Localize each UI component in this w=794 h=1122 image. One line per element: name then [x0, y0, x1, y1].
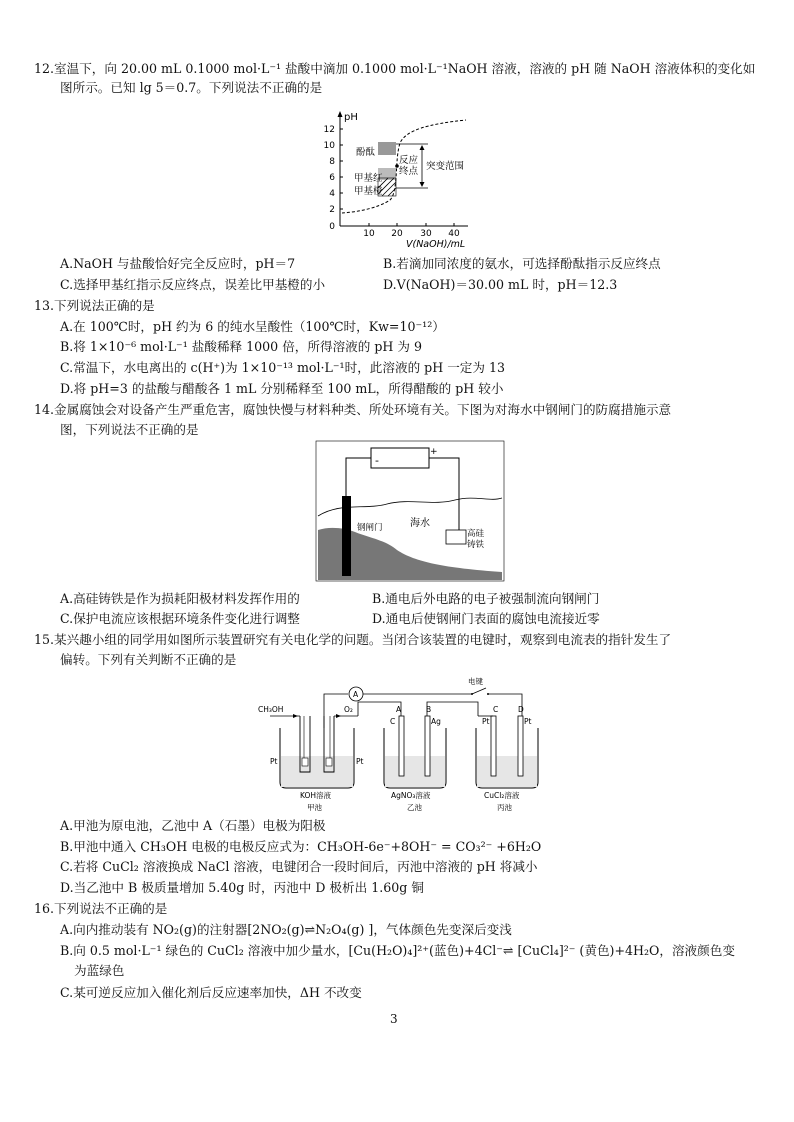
ytick-0: 0	[329, 222, 335, 232]
label-steel-gate: 钢闸门	[357, 523, 383, 533]
q13-option-a: A.在 100℃时，pH 约为 6 的纯水呈酸性（100℃时，Kw=10⁻¹²）	[60, 319, 445, 334]
label-jia: 甲池	[307, 803, 322, 812]
q13-option-b: B.将 1×10⁻⁶ mol·L⁻¹ 盐酸稀释 1000 倍，所得溶液的 pH 为 9	[60, 339, 423, 354]
electrochemistry-figure	[240, 672, 560, 816]
xtick-40: 40	[448, 229, 460, 239]
switch[interactable]	[472, 688, 486, 694]
q12-option-c: C.选择甲基红指示反应终点，误差比甲基橙的小	[60, 277, 326, 292]
y-axis-label: pH	[344, 112, 358, 123]
label-seawater: 海水	[410, 518, 430, 529]
q14-option-b: B.通电后外电路的电子被强制流向钢闸门	[372, 591, 600, 606]
power-supply	[371, 448, 429, 468]
label-yi: 乙池	[407, 803, 422, 812]
q12-option-b: B.若滴加同浓度的氨水，可选择酚酞指示反应终点	[383, 256, 661, 271]
label-pt-left: Pt	[270, 757, 278, 766]
label-switch: 电键	[468, 677, 483, 686]
q12-option-d: D.V(NaOH)＝30.00 mL 时，pH＝12.3	[383, 277, 618, 292]
label-pt-right: Pt	[356, 757, 364, 766]
q14-option-c: C.保护电流应该根据环境条件变化进行调整	[60, 611, 300, 626]
q16-option-a: A.向内推动装有 NO₂(g)的注射器[2NO₂(g)⇌N₂O₄(g) ]，气体颜色先变深后变浅	[60, 922, 512, 937]
steel-gate-figure	[315, 440, 505, 582]
ytick-2: 2	[329, 205, 335, 215]
label-koh: KOH溶液	[300, 791, 332, 800]
phenolphthalein-range	[378, 142, 396, 155]
plus-sign: +	[430, 447, 438, 457]
label-ch3oh: CH₃OH	[258, 705, 284, 714]
q14-stem-line2: 图，下列说法不正确的是	[60, 422, 199, 437]
q13-option-d: D.将 pH=3 的盐酸与醋酸各 1 mL 分别稀释至 100 mL，所得醋酸的 pH 较小	[60, 381, 504, 396]
label-o2: O₂	[344, 705, 353, 714]
xtick-20: 20	[391, 229, 403, 239]
label-cucl2: CuCl₂溶液	[484, 791, 520, 800]
label-endpoint-1: 反应	[399, 155, 419, 166]
wire-right	[429, 458, 459, 530]
titration-curve-figure	[318, 108, 488, 248]
ytick-12: 12	[323, 125, 335, 135]
q12-stem-line2: 图所示。已知 lg 5＝0.7。下列说法不正确的是	[60, 80, 323, 95]
wire-left	[346, 458, 371, 498]
electrode-a	[399, 716, 404, 776]
ytick-10: 10	[323, 141, 335, 151]
q15-option-b: B.甲池中通入 CH₃OH 电极的电极反应式为：CH₃OH-6e⁻+8OH⁻ = CO₃²⁻ +6H₂O	[60, 839, 542, 854]
page-number: 3	[390, 1012, 398, 1026]
ytick-4: 4	[329, 189, 335, 199]
label-methylred: 甲基红	[354, 173, 383, 184]
label-jump-range: 突变范围	[426, 161, 465, 172]
koh-solution	[281, 756, 353, 787]
label-ammeter: A	[353, 690, 359, 699]
q16-stem: 16.下列说法不正确的是	[34, 901, 168, 916]
label-phenolphthalein: 酚酞	[356, 147, 376, 158]
steel-gate	[342, 496, 351, 576]
label-pt-c: Pt	[482, 717, 490, 726]
x-axis-label: V(NaOH)/mL	[406, 239, 466, 248]
label-methylorange: 甲基橙	[354, 186, 383, 197]
pt-electrode-right	[326, 758, 332, 766]
ytick-8: 8	[329, 157, 335, 167]
label-a: A	[396, 705, 402, 714]
q12-stem-line1: 12.室温下，向 20.00 mL 0.1000 mol·L⁻¹ 盐酸中滴加 0.1000 mol·L⁻¹NaOH 溶液，溶液的 pH 随 NaOH 溶液体积的变化如	[34, 61, 756, 76]
agno3-solution	[385, 756, 445, 787]
q15-option-c: C.若将 CuCl₂ 溶液换成 NaCl 溶液，电键闭合一段时间后，丙池中溶液的 pH 将减小	[60, 859, 538, 874]
q13-stem: 13.下列说法正确的是	[34, 298, 155, 313]
q16-option-c: C.某可逆反应加入催化剂后反应速率加快，ΔH 不改变	[60, 985, 362, 1000]
label-d: D	[518, 705, 524, 714]
label-c-graphite: C	[390, 717, 396, 726]
label-iron-1: 高硅	[467, 529, 485, 539]
label-agno3: AgNO₃溶液	[391, 791, 431, 800]
q14-option-a: A.高硅铸铁是作为损耗阳极材料发挥作用的	[60, 591, 300, 606]
xtick-10: 10	[363, 229, 375, 239]
label-c: C	[493, 705, 499, 714]
electrode-d	[518, 716, 523, 776]
label-bing: 丙池	[497, 803, 512, 812]
q14-stem-line1: 14.金属腐蚀会对设备产生严重危害，腐蚀快慢与材料种类、所处环境有关。下图为对海水中钢闸门的防腐措施示意	[34, 402, 672, 417]
ytick-6: 6	[329, 173, 335, 183]
q15-option-a: A.甲池为原电池，乙池中 A（石墨）电极为阳极	[60, 818, 326, 833]
label-endpoint-2: 终点	[399, 166, 419, 177]
cucl2-solution	[477, 756, 537, 787]
q16-option-b-line2: 为蓝绿色	[74, 963, 125, 978]
q16-option-b-line1: B.向 0.5 mol·L⁻¹ 绿色的 CuCl₂ 溶液中加少量水，[Cu(H₂O)₄]²⁺(蓝色)+4Cl⁻⇌ [CuCl₄]²⁻ (黄色)+4H₂O，溶液颜色变	[60, 943, 735, 958]
q15-option-d: D.当乙池中 B 极质量增加 5.40g 时，丙池中 D 极析出 1.60g 铜	[60, 880, 424, 895]
cast-iron-anode	[446, 530, 466, 544]
xtick-30: 30	[420, 229, 432, 239]
q13-option-c: C.常温下，水电离出的 c(H⁺)为 1×10⁻¹³ mol·L⁻¹时，此溶液的 pH 一定为 13	[60, 360, 506, 375]
electrode-c	[491, 716, 496, 776]
label-b: B	[426, 705, 432, 714]
q15-stem-line2: 偏转。下列有关判断不正确的是	[60, 652, 237, 667]
label-pt-d: Pt	[524, 717, 532, 726]
q14-option-d: D.通电后使钢闸门表面的腐蚀电流接近零	[372, 611, 600, 626]
q15-stem-line1: 15.某兴趣小组的同学用如图所示装置研究有关电化学的问题。当闭合该装置的电键时，观察到电流表的指针发生了	[34, 632, 672, 647]
electrode-b	[425, 716, 430, 776]
minus-sign: -	[375, 454, 379, 467]
pt-electrode-left	[302, 758, 308, 766]
label-ag: Ag	[431, 717, 441, 726]
q12-option-a: A.NaOH 与盐酸恰好完全反应时，pH＝7	[60, 256, 296, 271]
label-iron-2: 铸铁	[467, 540, 485, 550]
